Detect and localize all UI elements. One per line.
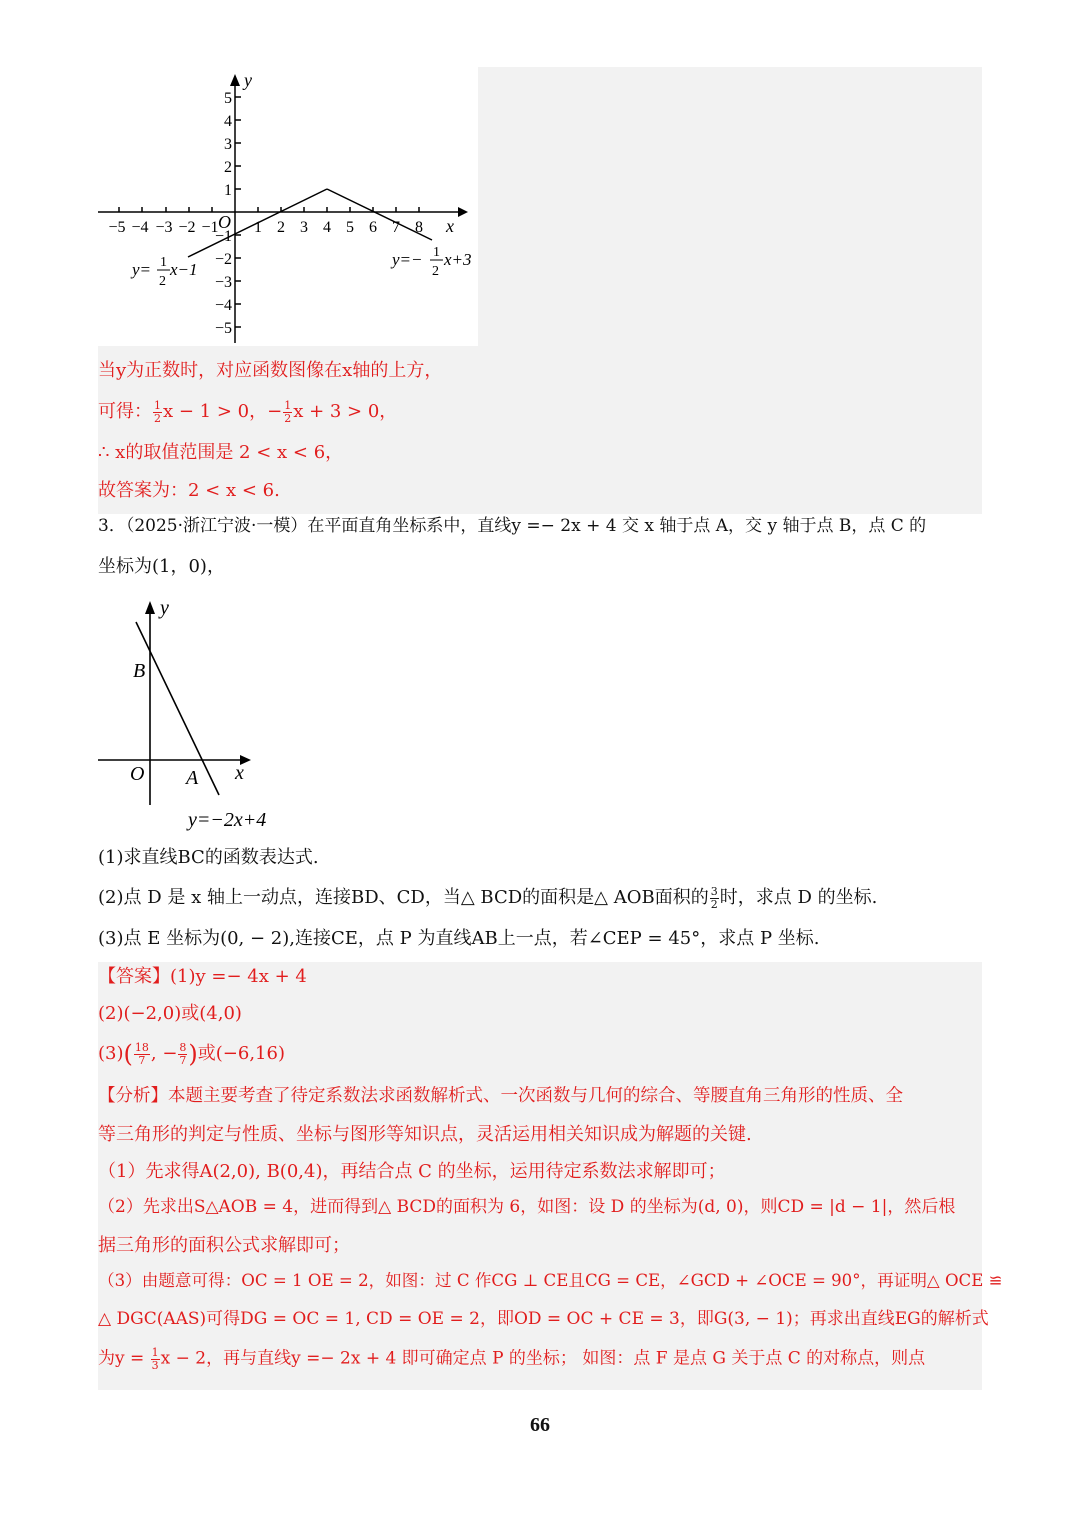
x-tick-label: −3 — [155, 219, 173, 236]
analysis-line-1: 【分析】本题主要考查了待定系数法求函数解析式、一次函数与几何的综合、等腰直角三角形的性质、全 — [98, 1086, 903, 1106]
x-tick-label: −2 — [178, 219, 196, 236]
x-tick-label: 4 — [323, 219, 331, 236]
y-axis-arrow — [145, 601, 155, 614]
fraction: $\frac{1}{2}$ — [284, 399, 292, 425]
line2-lhs: y=− — [392, 250, 423, 269]
fraction: $\frac{8}{7}$ — [179, 1041, 187, 1067]
y-tick-label: 2 — [224, 159, 232, 176]
y-tick-label: −4 — [214, 297, 232, 314]
fraction: $\frac{3}{2}$ — [710, 885, 718, 911]
fraction: $\frac{1}{3}$ — [151, 1346, 159, 1372]
x-tick-label: −5 — [108, 219, 126, 236]
analysis-line-3: （1）先求得A(2,0), B(0,4)，再结合点 C 的坐标，运用待定系数法求解即可； — [98, 1161, 726, 1182]
y-axis-arrow — [230, 74, 240, 86]
y-tick-label: −3 — [214, 274, 232, 291]
answer-line-2: (2)(−2,0)或(4,0) — [98, 1003, 242, 1024]
question-3-part-1: (1)求直线BC的函数表达式. — [98, 847, 319, 868]
solution-line-1: 当y为正数时，对应函数图像在x轴的上方， — [98, 360, 443, 381]
origin-label: O — [218, 212, 231, 232]
fraction: $\frac{1}{2}$ — [154, 399, 161, 425]
x-axis-arrow — [458, 207, 468, 217]
analysis-line-2: 等三角形的判定与性质、坐标与图形等知识点，灵活运用相关知识成为解题的关键. — [98, 1124, 752, 1145]
y-axis-label: y — [160, 597, 169, 619]
line1-lhs: y= — [132, 260, 152, 279]
analysis-line-4: （2）先求出S△AOB = 4，进而得到△ BCD的面积为 6，如图：设 D 的坐标为(d, 0)，则CD = |d − 1|，然后根 — [98, 1197, 956, 1217]
solution-line-2-prefix: 可得： — [98, 401, 152, 423]
x-axis-label: x — [446, 216, 454, 236]
question-3-part-2: (2)点 D 是 x 轴上一动点，连接BD、CD，当△ BCD的面积是△ AOB面积的 $\frac{3}{2}$ 时，求点 D 的坐标. — [98, 885, 878, 911]
analysis-line-6: （3）由题意可得：OC = 1 OE = 2，如图：过 C 作CG ⊥ CE且CG = CE，∠GCD + ∠OCE = 90°，再证明△ OCE ≌ — [98, 1271, 1003, 1290]
y-tick-label: 3 — [224, 136, 232, 153]
answer-line-1: 【答案】(1)y =− 4x + 4 — [98, 966, 307, 987]
question-3-part-3: (3)点 E 坐标为(0, − 2),连接CE，点 P 为直线AB上一点，若∠CEP = 45°，求点 P 坐标. — [98, 928, 820, 949]
y-tick-label: 5 — [224, 90, 232, 107]
solution-line-2 — [98, 400, 397, 424]
point-a-label: A — [186, 767, 199, 789]
y-axis-label: y — [244, 70, 252, 90]
line2-rhs: x+3 — [444, 250, 472, 269]
solution-shade-1 — [478, 67, 982, 347]
line1-rhs: x−1 — [170, 260, 198, 279]
y-tick-label: 1 — [224, 182, 232, 199]
x-tick-label: −1 — [201, 219, 219, 236]
line-ab — [136, 622, 219, 795]
solution-line-3: ∴ x的取值范围是 2 < x < 6， — [98, 442, 344, 463]
line-equation-label: y=−2x+4 — [188, 809, 267, 831]
analysis-line-5: 据三角形的面积公式求解即可； — [98, 1235, 350, 1256]
x-tick-label: 8 — [415, 219, 423, 236]
analysis-line-8: 为y = $\frac{1}{3}$ x − 2，再与直线y =− 2x + 4 即可确定点 P 的坐标； 如图：点 F 是点 G 关于点 C 的对称点，则点 — [98, 1346, 926, 1372]
fraction: $\frac{18}{7}$ — [134, 1041, 149, 1067]
graph-figure-1 — [95, 70, 480, 348]
x-tick-label: 5 — [346, 219, 354, 236]
solution-line-2-a: x − 1 > 0，− — [163, 401, 283, 423]
x-tick-label: 6 — [369, 219, 377, 236]
page-number: 66 — [530, 1414, 550, 1436]
x-axis-label: x — [235, 762, 244, 784]
y-tick-label: 4 — [224, 113, 232, 130]
solution-line-4: 故答案为：2 < x < 6. — [98, 480, 280, 501]
x-tick-label: 7 — [392, 219, 400, 236]
x-tick-label: 3 — [300, 219, 308, 236]
solution-line-2-b: x + 3 > 0， — [293, 401, 398, 423]
analysis-line-7: △ DGC(AAS)可得DG = OC = 1, CD = OE = 2，即OD = OC + CE = 3，即G(3, − 1)；再求出直线EG的解析式 — [98, 1309, 989, 1329]
y-tick-label: −5 — [214, 320, 232, 337]
line1-num: 1 — [160, 255, 167, 270]
y-tick-label: −1 — [214, 228, 232, 245]
graph-figure-2 — [95, 595, 295, 835]
y-tick-label: −2 — [214, 251, 232, 268]
question-3-intro-1: 3．（2025·浙江宁波·一模）在平面直角坐标系中，直线y =− 2x + 4 交 x 轴于点 A，交 y 轴于点 B，点 C 的 — [98, 516, 927, 536]
answer-line-3: (3)( $\frac{18}{7}$ , − $\frac{8}{7}$ )或(−6,16) — [98, 1040, 285, 1069]
origin-label: O — [130, 763, 145, 785]
point-b-label: B — [133, 660, 146, 682]
x-tick-label: 2 — [277, 219, 285, 236]
line2-den: 2 — [432, 264, 439, 279]
x-tick-label: −4 — [131, 219, 149, 236]
line2-num: 1 — [433, 245, 440, 260]
question-3-intro-2: 坐标为(1，0)， — [98, 556, 225, 577]
x-tick-label: 1 — [254, 219, 262, 236]
line1-den: 2 — [159, 274, 166, 289]
